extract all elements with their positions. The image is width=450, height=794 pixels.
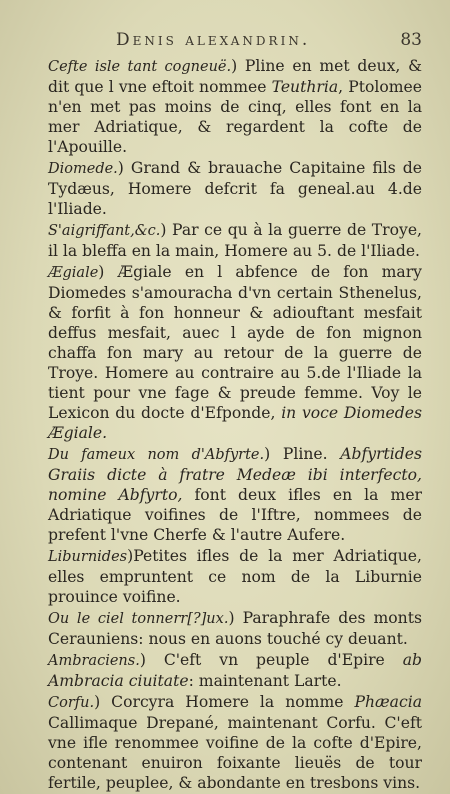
entry-absyrte — [30, 444, 422, 545]
entry-italic: Abfyrtides Graiis dicte à fratre Medeæ ibi interfecto, nomine Abfyrto, — [48, 445, 422, 504]
entry-text: ) Grand & brauache Capitaine fils de Tydæus, Homere defcrit fa geneal.au 4.de l'Iliade. — [48, 159, 422, 218]
entry-lemma: Du fameux nom d'Abfyrte. — [48, 447, 265, 463]
commentary-text — [30, 56, 422, 794]
entry-lemma: Cefte isle tant cogneuë. — [48, 59, 232, 75]
entry-lemma: Corfu. — [48, 695, 95, 711]
entry-corfu — [30, 692, 422, 793]
page-header — [88, 30, 424, 52]
entry-text: , Ptolomee n'en met pas moins de cinq, elles font en la mer Adriatique, & regardent la cofte de l'Apouille. — [48, 78, 422, 156]
entry-italic: Teuthria — [271, 78, 339, 96]
entry-lemma: Liburnides — [48, 549, 128, 565]
entry-text: font deux ifles en la mer Adriatique voifines de l'Iftre, nommees de prefent l'vne Cherfe & l'autre Aufere. — [48, 486, 422, 544]
entry-text: : maintenant Larte. — [188, 672, 342, 690]
entry-italic: in voce Diomedes Ægiale. — [48, 404, 422, 442]
entry-lemma: Ægiale — [48, 265, 99, 281]
entry-liburnides — [30, 546, 422, 607]
entry-italic: ab Ambracia ciuitate — [48, 651, 422, 690]
entry-saigrissant — [30, 220, 422, 261]
entry-ambraciens — [30, 650, 422, 691]
entry-diomede — [30, 158, 422, 219]
entry-text: ) Pline en met deux, & dit que l vne eftoit nommee — [48, 57, 423, 96]
entry-text: ) Ægiale en l abfence de fon mary Diomedes s'amouracha d'vn certain Sthenelus, & forfit à fon honneur & adiouftant mesfait deffus mesfait, auec l ayde de fon mignon chaffa fon mary au retour de la guerre de Troye. Homere au contraire au 5.de l'Iliade la tient pour vne fage & preude femme. Voy le Lexicon du docte d'Efponde, — [48, 263, 422, 422]
entry-lemma: Ambraciens. — [48, 653, 140, 669]
entry-text: ) Corcyra Homere la nomme — [94, 693, 344, 711]
entry-text: ) C'eft vn peuple d'Epire — [139, 651, 385, 669]
entry-lemma: S'aigriffant,&c. — [48, 223, 161, 239]
entry-text: ) Par ce qu à la guerre de Troye, il la bleffa en la main, Homere au 5. de l'Iliade. — [48, 221, 422, 260]
entry-lemma: Ou le ciel tonnerr[?]ux. — [48, 611, 229, 627]
entry-text: ) Paraphrafe des monts Cerauniens: nous en auons touché cy deuant. — [48, 609, 422, 648]
entry-text: Callimaque Drepané, maintenant Corfu. C'eft vne ifle renommee voifine de la cofte d'Epire, contenant enuiron foixante lieuës de tour fertile, peuplee, & abondante en tresbons vins. — [48, 714, 422, 792]
entry-italic: Phæacia — [354, 693, 422, 711]
page-number: 83 — [400, 30, 422, 50]
running-title: Denis alexandrin. — [116, 30, 311, 50]
entry-ceste-isle — [30, 56, 422, 157]
entry-text: )Petites ifles de la mer Adriatique, elles empruntent ce nom de la Liburnie prouince voifine. — [48, 547, 422, 606]
entry-ciel-tonnerreux — [30, 608, 422, 649]
entry-aegiale — [30, 262, 422, 443]
entry-lemma: Diomede. — [48, 161, 118, 177]
entry-text: ) Pline. — [264, 445, 328, 463]
